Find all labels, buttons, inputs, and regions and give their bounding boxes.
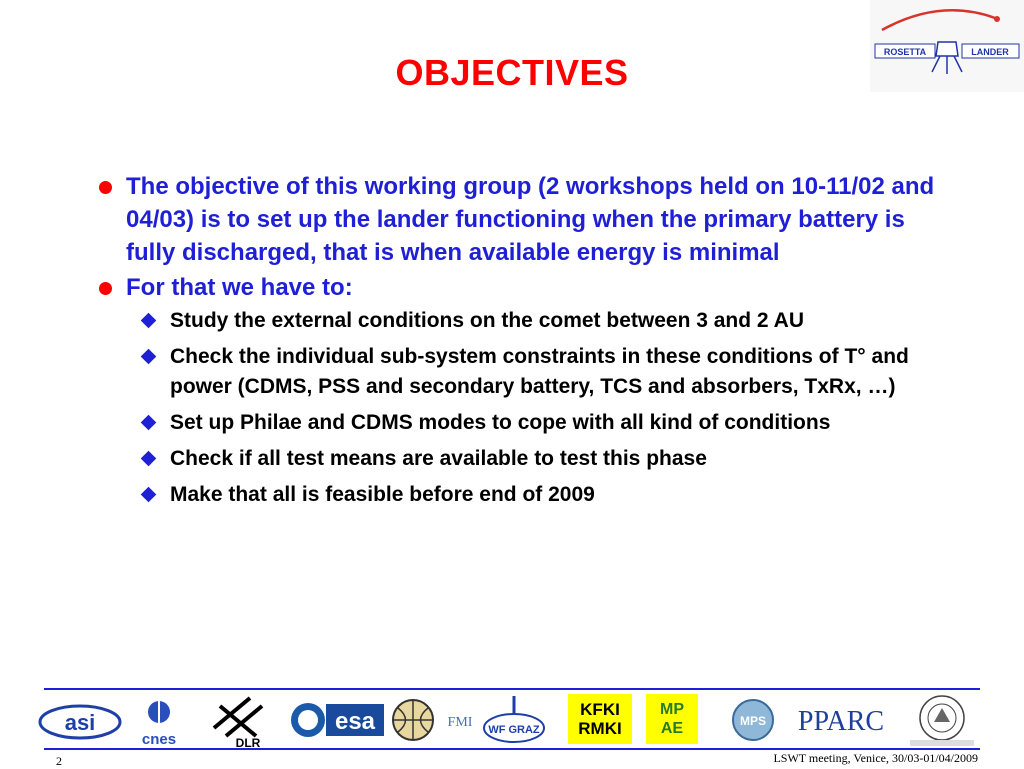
wf-graz-logo [480, 692, 548, 748]
kfki-logo [568, 694, 632, 744]
bullet-text: For that we have to: [126, 274, 353, 301]
partner-logos [28, 692, 988, 752]
space-technology-ireland-seal [904, 692, 980, 748]
diamond-bullet-icon [141, 451, 157, 467]
mps-logo-text: MPS [739, 714, 767, 728]
bullet-dot-icon [99, 282, 112, 295]
asi-logo [36, 692, 124, 748]
bullet-dot-icon [99, 181, 112, 194]
esa-logo-text: esa [334, 708, 376, 735]
diamond-bullet-icon [141, 415, 157, 431]
sub-bullet-text: Study the external conditions on the comet between 3 and 2 AU [170, 309, 804, 332]
logo-text-rosetta: ROSETTA [883, 47, 927, 57]
slide-body [96, 170, 946, 516]
fmi-logo-text: FMI [447, 715, 473, 730]
sub-bullet-text: Set up Philae and CDMS modes to cope with all kind of conditions [170, 411, 831, 434]
sub-bullet-text: Check the individual sub-system constraints in these conditions of T° and power (CDMS, PSS and secondary battery, TCS and absorbers, TxRx, …) [170, 345, 909, 398]
sub-bullet-modes [96, 408, 946, 438]
cnes-logo [132, 692, 186, 748]
mpae-logo-text: MP AE [660, 701, 684, 737]
sub-bullet-list [96, 306, 946, 510]
footer-rule-top [44, 688, 980, 690]
sub-bullet-check-constraints [96, 342, 946, 402]
globe-emblem-logo [390, 692, 436, 748]
esa-logo [288, 692, 386, 748]
diamond-bullet-icon [141, 487, 157, 503]
sub-bullet-test-means [96, 444, 946, 474]
kfki-logo-text: KFKI RMKI [578, 700, 622, 738]
diamond-bullet-icon [141, 349, 157, 365]
wf-graz-logo-text: WF GRAZ [488, 724, 540, 736]
sub-bullet-text: Check if all test means are available to test this phase [170, 447, 707, 470]
mps-logo [728, 692, 778, 748]
mpae-logo [646, 694, 698, 744]
diamond-bullet-icon [141, 313, 157, 329]
logo-text-lander: LANDER [971, 47, 1009, 57]
page-number: 2 [56, 754, 62, 768]
fmi-logo [440, 692, 480, 748]
asi-logo-text: asi [64, 710, 96, 735]
bullet-text: The objective of this working group (2 workshops held on 10-11/02 and 04/03) is to set up the lander functioning when the primary battery is fully discharged, that is when available energy is minimal [126, 173, 935, 266]
sub-bullet-study [96, 306, 946, 336]
pparc-logo [786, 692, 896, 748]
slide-title: OBJECTIVES [395, 52, 629, 93]
dlr-logo [204, 692, 270, 748]
bullet-for-that [96, 271, 946, 304]
dlr-logo-text: DLR [235, 736, 261, 748]
pparc-logo-text: PPARC [797, 706, 885, 737]
footer-rule-bottom [44, 748, 980, 750]
bullet-objective [96, 170, 946, 269]
sub-bullet-text: Make that all is feasible before end of 2009 [170, 483, 595, 506]
sub-bullet-feasible [96, 480, 946, 510]
meeting-info: LSWT meeting, Venice, 30/03-01/04/2009 [773, 751, 978, 765]
cnes-logo-text: cnes [141, 731, 177, 748]
